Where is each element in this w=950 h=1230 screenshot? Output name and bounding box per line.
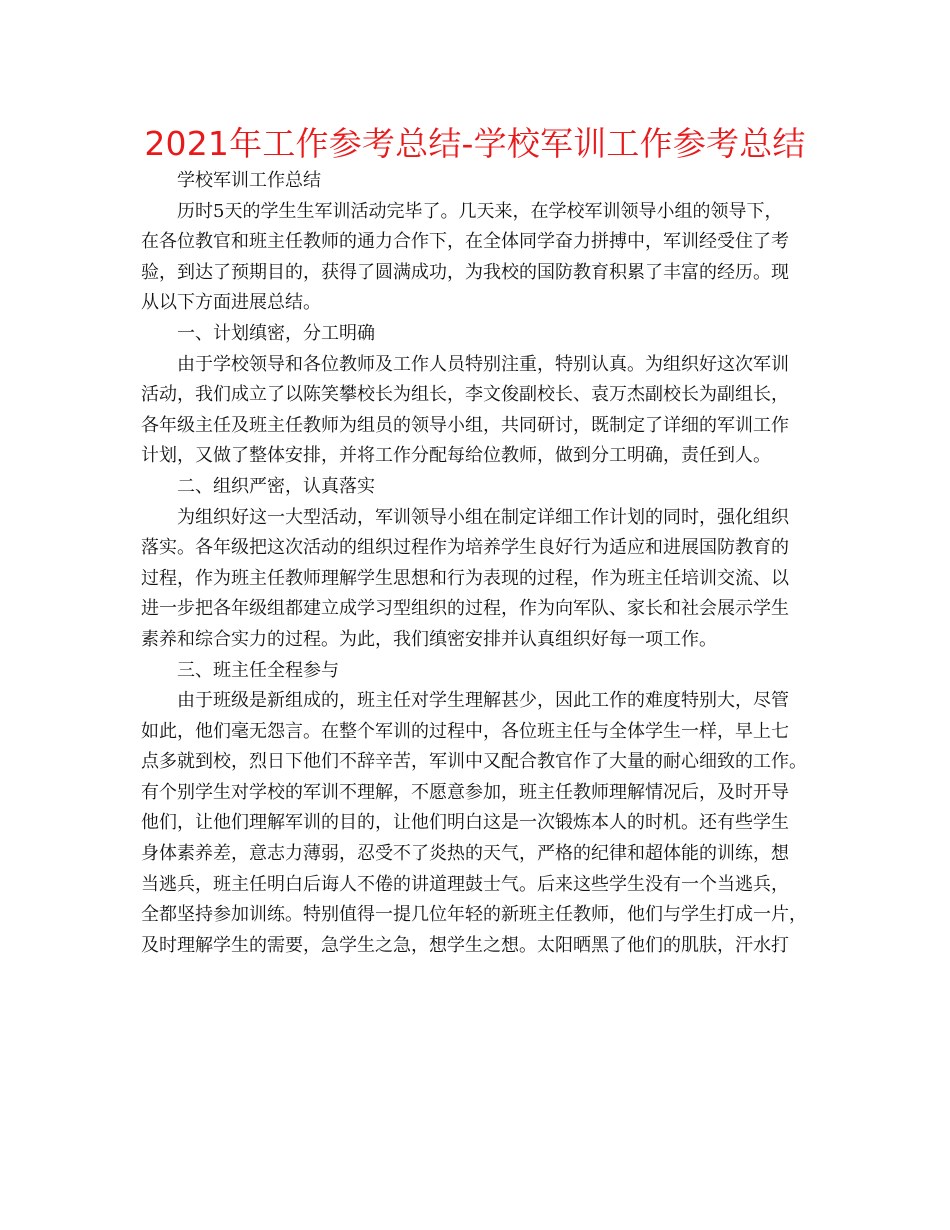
body-text-line: 验，到达了预期目的，获得了圆满成功，为我校的国防教育积累了丰富的经历。现 (141, 261, 789, 283)
document-body (141, 166, 821, 961)
body-text-line: 进一步把各年级组都建立成学习型组织的过程，作为向军队、家长和社会展示学生 (141, 598, 789, 620)
body-text-line: 计划，又做了整体安排，并将工作分配每给位教师，做到分工明确，责任到人。 (141, 445, 771, 467)
body-text-line: 二、组织严密，认真落实 (177, 475, 375, 497)
body-text-line: 全都坚持参加训练。特别值得一提几位年轻的新班主任教师，他们与学生打成一片， (141, 904, 807, 926)
body-text-line: 一、计划缜密，分工明确 (177, 322, 375, 344)
body-text-line: 学校军训工作总结 (177, 170, 321, 191)
body-text-line: 三、班主任全程参与 (177, 659, 339, 681)
body-text-line: 素养和综合实力的过程。为此，我们缜密安排并认真组织好每一项工作。 (141, 628, 717, 650)
body-text-line: 落实。各年级把这次活动的组织过程作为培养学生良好行为适应和进展国防教育的 (141, 537, 789, 559)
body-text-line: 活动，我们成立了以陈笑攀校长为组长，李文俊副校长、袁万杰副校长为副组长， (141, 384, 789, 406)
document-title: 2021年工作参考总结-学校军训工作参考总结 (144, 124, 806, 163)
body-text-line: 在各位教官和班主任教师的通力合作下，在全体同学奋力拼搏中，军训经受住了考 (141, 231, 789, 253)
body-text-line: 身体素养差，意志力薄弱，忍受不了炎热的天气，严格的纪律和超体能的训练，想 (141, 843, 789, 865)
body-text-line: 各年级主任及班主任教师为组员的领导小组，共同研讨，既制定了详细的军训工作 (141, 414, 789, 436)
body-text-line: 及时理解学生的需要，急学生之急，想学生之想。太阳晒黑了他们的肌肤，汗水打 (141, 934, 789, 956)
body-text-line: 有个别学生对学校的军训不理解，不愿意参加，班主任教师理解情况后，及时开导 (141, 781, 789, 803)
body-text-line: 过程，作为班主任教师理解学生思想和行为表现的过程，作为班主任培训交流、以 (141, 567, 789, 589)
body-text-line: 历时5天的学生生军训活动完毕了。几天来，在学校军训领导小组的领导下， (177, 200, 783, 222)
body-text-line: 为组织好这一大型活动，军训领导小组在制定详细工作计划的同时，强化组织 (177, 506, 789, 528)
body-text-line: 由于班级是新组成的，班主任对学生理解甚少，因此工作的难度特别大，尽管 (177, 690, 789, 712)
body-text-line: 由于学校领导和各位教师及工作人员特别注重，特别认真。为组织好这次军训 (177, 353, 789, 375)
body-text-line: 他们，让他们理解军训的目的，让他们明白这是一次锻炼本人的时机。还有些学生 (141, 812, 789, 834)
body-text-line: 如此，他们毫无怨言。在整个军训的过程中，各位班主任与全体学生一样，早上七 (141, 720, 789, 742)
body-text-line: 从以下方面进展总结。 (141, 292, 321, 314)
body-text-line: 当逃兵，班主任明白后诲人不倦的讲道理鼓士气。后来这些学生没有一个当逃兵， (141, 873, 789, 895)
body-text-line: 点多就到校，烈日下他们不辞辛苦，军训中又配合教官作了大量的耐心细致的工作。 (141, 751, 807, 773)
